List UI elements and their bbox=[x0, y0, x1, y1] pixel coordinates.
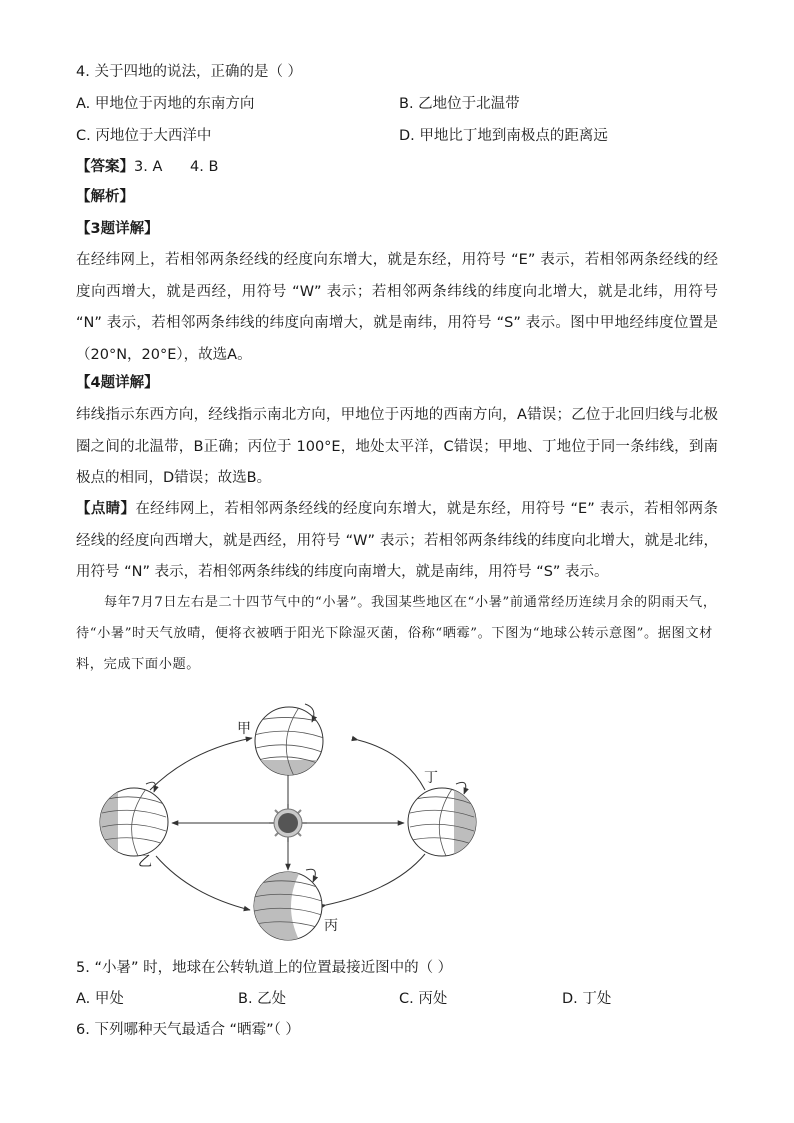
q6-stem: 6. 下列哪种天气最适合 “晒霉”（ ） bbox=[76, 1022, 300, 1038]
tip-paragraph bbox=[76, 494, 718, 589]
label-bing: 丙 bbox=[324, 918, 338, 934]
answer-label: 【答案】 bbox=[76, 159, 134, 175]
q4-option-b: B. 乙地位于北温带 bbox=[399, 96, 520, 112]
passage-text: 每年7月7日左右是二十四节气中的“小暑”。我国某些地区在“小暑”前通常经历连续月余的阴雨天气，待“小暑”时天气放晴，便将衣被晒于阳光下除湿灭菌，俗称“晒霉”。下图为“地球公转示意图”。据图文材料，完成下面小题。 bbox=[76, 595, 717, 672]
q5-stem: 5. “小暑” 时，地球在公转轨道上的位置最接近图中的（ ） bbox=[76, 960, 453, 976]
q5-option-a: A. 甲处 bbox=[76, 991, 124, 1007]
answer-line bbox=[76, 157, 218, 177]
q4-detail-label: 【4题详解】 bbox=[76, 375, 159, 391]
q4-option-d: D. 甲地比丁地到南极点的距离远 bbox=[399, 128, 608, 144]
sun-icon bbox=[269, 804, 307, 842]
label-yi: 乙 bbox=[138, 854, 152, 870]
q4-option-c: C. 丙地位于大西洋中 bbox=[76, 128, 212, 144]
q3-detail-label: 【3题详解】 bbox=[76, 221, 159, 237]
orbit-arc-jia-to-ding bbox=[358, 740, 425, 790]
globe-yi bbox=[96, 782, 168, 862]
answer-value: 3. A 4. B bbox=[134, 159, 219, 175]
q4-option-a: A. 甲地位于丙地的东南方向 bbox=[76, 96, 255, 112]
label-jia: 甲 bbox=[237, 721, 251, 737]
tip-text: 在经纬网上，若相邻两条经线的经度向东增大，就是东经，用符号 “E” 表示，若相邻两条经线的经度向西增大，就是西经，用符号 “W” 表示；若相邻两条纬线的纬度向北增大，就是北纬，用符号 “N” 表示，若相邻两条纬线的纬度向南增大，就是南纬，用符号 “S” 表示。 bbox=[76, 501, 718, 580]
q5-option-d: D. 丁处 bbox=[562, 991, 612, 1007]
orbit-arc-yi-to-jia bbox=[150, 738, 252, 790]
label-ding: 丁 bbox=[424, 770, 438, 786]
q4-detail-text: 纬线指示东西方向，经线指示南北方向，甲地位于丙地的西南方向，A错误；乙位于北回归线与北极圈之间的北温带，B正确；丙位于 100°E，地处太平洋，C错误；甲地、丁地位于同一条纬线，到南极点的相同，D错误；故选B。 bbox=[76, 407, 718, 486]
tip-label: 【点睛】 bbox=[76, 501, 136, 517]
q5-option-c: C. 丙处 bbox=[399, 991, 448, 1007]
globe-bing bbox=[250, 869, 322, 942]
globe-jia bbox=[240, 704, 340, 800]
globe-ding bbox=[408, 782, 484, 862]
analysis-label: 【解析】 bbox=[76, 189, 134, 205]
q4-stem: 4. 关于四地的说法，正确的是（ ） bbox=[76, 64, 303, 80]
orbit-arc-yi-to-bing bbox=[156, 856, 250, 910]
q3-detail-text: 在经纬网上，若相邻两条经线的经度向东增大，就是东经，用符号 “E” 表示，若相邻两条经线的经度向西增大，就是西经，用符号 “W” 表示；若相邻两条纬线的纬度向北增大，就是北纬，用符号 “N” 表示，若相邻两条纬线的纬度向南增大，就是南纬，用符号 “S” 表示。图中甲地经纬度位置是（20°N，20°E），故选A。 bbox=[76, 252, 718, 363]
orbit-arc-bing-to-ding bbox=[326, 854, 425, 905]
q5-option-b: B. 乙处 bbox=[238, 991, 287, 1007]
earth-revolution-diagram bbox=[90, 690, 490, 950]
